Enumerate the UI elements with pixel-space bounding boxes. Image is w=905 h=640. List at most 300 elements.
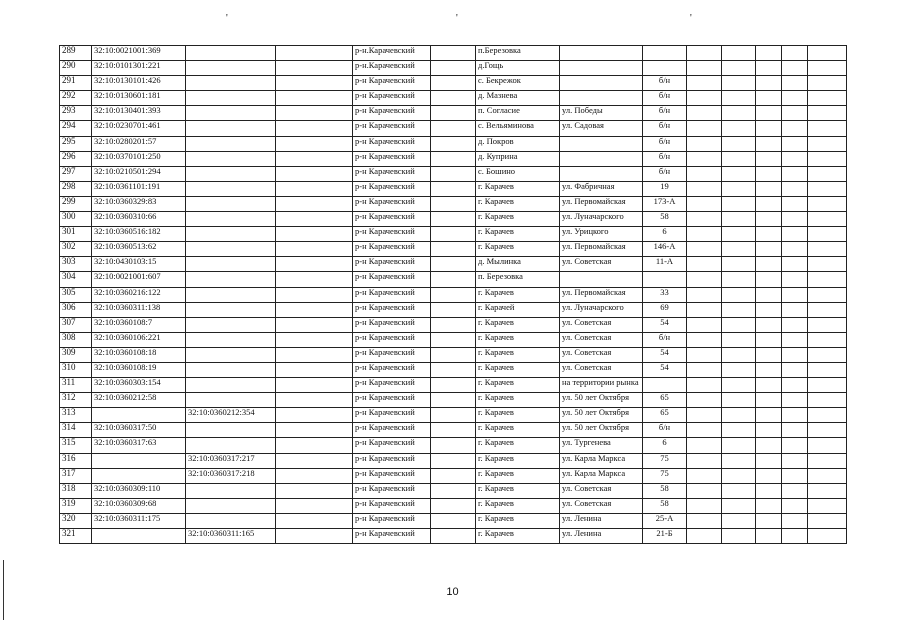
house-number-cell: б/н [643, 151, 687, 166]
settlement-cell: г. Карачев [476, 423, 560, 438]
empty-cell [431, 121, 476, 136]
table-row [60, 423, 847, 438]
empty-cell [782, 453, 808, 468]
row-number: 294 [60, 121, 92, 136]
cadastral-number: 32:10:0360317:50 [92, 423, 186, 438]
street-cell: ул. Тургенева [560, 438, 643, 453]
empty-cell [756, 347, 782, 362]
cadastral-number-alt [186, 513, 276, 528]
cadastral-number-alt [186, 362, 276, 377]
empty-cell [722, 91, 756, 106]
table-row [60, 332, 847, 347]
settlement-cell: г. Карачев [476, 453, 560, 468]
empty-cell [431, 393, 476, 408]
empty-cell [722, 121, 756, 136]
empty-cell [722, 423, 756, 438]
street-cell: ул. Луначарского [560, 212, 643, 227]
settlement-cell: д. Куприна [476, 151, 560, 166]
district-cell: р-н Карачевский [353, 513, 431, 528]
empty-cell [808, 46, 847, 61]
row-number: 299 [60, 196, 92, 211]
empty-cell [782, 438, 808, 453]
table-row [60, 76, 847, 91]
empty-cell [687, 317, 722, 332]
empty-cell [808, 513, 847, 528]
cadastral-number-alt [186, 347, 276, 362]
cadastral-number: 32:10:0360311:175 [92, 513, 186, 528]
empty-cell [276, 378, 353, 393]
empty-cell [687, 106, 722, 121]
table-row [60, 257, 847, 272]
table-row [60, 272, 847, 287]
house-number-cell: б/н [643, 91, 687, 106]
cadastral-number-alt [186, 61, 276, 76]
house-number-cell: 54 [643, 317, 687, 332]
cadastral-number-alt [186, 287, 276, 302]
empty-cell [782, 106, 808, 121]
empty-cell [722, 166, 756, 181]
empty-cell [808, 529, 847, 544]
table-row [60, 212, 847, 227]
empty-cell [782, 498, 808, 513]
cadastral-number: 32:10:0360216:122 [92, 287, 186, 302]
house-number-cell: б/н [643, 332, 687, 347]
row-number: 289 [60, 46, 92, 61]
empty-cell [756, 453, 782, 468]
empty-cell [808, 287, 847, 302]
district-cell: р-н Карачевский [353, 317, 431, 332]
settlement-cell: с. Бошино [476, 166, 560, 181]
house-number-cell: 58 [643, 498, 687, 513]
empty-cell [722, 302, 756, 317]
empty-cell [808, 121, 847, 136]
district-cell: р-н Карачевский [353, 106, 431, 121]
house-number-cell: б/н [643, 106, 687, 121]
empty-cell [756, 468, 782, 483]
street-cell: ул. Луначарского [560, 302, 643, 317]
street-cell: ул. 50 лет Октября [560, 423, 643, 438]
settlement-cell: г. Карачев [476, 287, 560, 302]
empty-cell [431, 317, 476, 332]
house-number-cell: 6 [643, 227, 687, 242]
cadastral-number [92, 529, 186, 544]
empty-cell [782, 483, 808, 498]
empty-cell [431, 106, 476, 121]
settlement-cell: п.Березовка [476, 46, 560, 61]
cadastral-number: 32:10:0360310:66 [92, 212, 186, 227]
empty-cell [431, 513, 476, 528]
house-number-cell: 69 [643, 302, 687, 317]
empty-cell [431, 347, 476, 362]
empty-cell [782, 121, 808, 136]
empty-cell [431, 181, 476, 196]
house-number-cell: 54 [643, 347, 687, 362]
empty-cell [687, 453, 722, 468]
row-number: 309 [60, 347, 92, 362]
empty-cell [722, 468, 756, 483]
house-number-cell: 21-Б [643, 529, 687, 544]
empty-cell [756, 196, 782, 211]
empty-cell [808, 151, 847, 166]
empty-cell [276, 76, 353, 91]
empty-cell [687, 513, 722, 528]
district-cell: р-н Карачевский [353, 423, 431, 438]
empty-cell [687, 529, 722, 544]
empty-cell [431, 76, 476, 91]
empty-cell [722, 362, 756, 377]
empty-cell [687, 468, 722, 483]
empty-cell [808, 423, 847, 438]
empty-cell [782, 332, 808, 347]
house-number-cell: б/н [643, 121, 687, 136]
cadastral-number-alt: 32:10:0360317:217 [186, 453, 276, 468]
empty-cell [782, 393, 808, 408]
empty-cell [808, 212, 847, 227]
street-cell: ул. Советская [560, 362, 643, 377]
table-row [60, 91, 847, 106]
table-row [60, 408, 847, 423]
street-cell: ул. Первомайская [560, 287, 643, 302]
empty-cell [687, 196, 722, 211]
row-number: 314 [60, 423, 92, 438]
cadastral-number-alt [186, 242, 276, 257]
empty-cell [431, 227, 476, 242]
empty-cell [687, 272, 722, 287]
settlement-cell: г. Карачев [476, 332, 560, 347]
street-cell: ул. Карла Маркса [560, 468, 643, 483]
empty-cell [782, 513, 808, 528]
empty-cell [756, 227, 782, 242]
empty-cell [687, 136, 722, 151]
district-cell: р-н Карачевский [353, 242, 431, 257]
empty-cell [276, 529, 353, 544]
empty-cell [431, 272, 476, 287]
empty-cell [782, 423, 808, 438]
district-cell: р-н Карачевский [353, 438, 431, 453]
district-cell: р-н Карачевский [353, 136, 431, 151]
cadastral-number-alt [186, 212, 276, 227]
cadastral-number: 32:10:0130601:181 [92, 91, 186, 106]
house-number-cell: б/н [643, 423, 687, 438]
empty-cell [808, 181, 847, 196]
empty-cell [431, 453, 476, 468]
table-row [60, 347, 847, 362]
page-number: 10 [446, 586, 459, 598]
table-row [60, 378, 847, 393]
table-row [60, 362, 847, 377]
district-cell: р-н Карачевский [353, 76, 431, 91]
settlement-cell: г. Карачев [476, 468, 560, 483]
district-cell: р-н Карачевский [353, 498, 431, 513]
district-cell: р-н Карачевский [353, 196, 431, 211]
empty-cell [808, 347, 847, 362]
empty-cell [276, 257, 353, 272]
house-number-cell: 6 [643, 438, 687, 453]
table-row [60, 498, 847, 513]
settlement-cell: д. Мылинка [476, 257, 560, 272]
empty-cell [276, 91, 353, 106]
settlement-cell: г. Карачев [476, 393, 560, 408]
district-cell: р-н Карачевский [353, 287, 431, 302]
settlement-cell: г. Карачев [476, 181, 560, 196]
cadastral-number: 32:10:0430103:15 [92, 257, 186, 272]
empty-cell [808, 332, 847, 347]
house-number-cell: б/н [643, 76, 687, 91]
empty-cell [276, 272, 353, 287]
table-row [60, 166, 847, 181]
empty-cell [756, 61, 782, 76]
empty-cell [687, 227, 722, 242]
settlement-cell: г. Карачев [476, 513, 560, 528]
street-cell [560, 91, 643, 106]
cadastral-number-alt [186, 257, 276, 272]
cadastral-number: 32:10:0360106:221 [92, 332, 186, 347]
row-number: 310 [60, 362, 92, 377]
empty-cell [687, 61, 722, 76]
street-cell: ул. Ленина [560, 513, 643, 528]
empty-cell [276, 317, 353, 332]
cadastral-number: 32:10:0130101:426 [92, 76, 186, 91]
empty-cell [722, 46, 756, 61]
empty-cell [276, 468, 353, 483]
empty-cell [756, 393, 782, 408]
settlement-cell: г. Карачев [476, 242, 560, 257]
row-number: 291 [60, 76, 92, 91]
cadastral-number-alt [186, 91, 276, 106]
empty-cell [431, 151, 476, 166]
street-cell: ул. Карла Маркса [560, 453, 643, 468]
cadastral-number-alt [186, 181, 276, 196]
street-cell: ул. Советская [560, 317, 643, 332]
empty-cell [782, 347, 808, 362]
row-number: 316 [60, 453, 92, 468]
street-cell [560, 151, 643, 166]
empty-cell [756, 332, 782, 347]
street-cell: ул. Победы [560, 106, 643, 121]
empty-cell [756, 181, 782, 196]
empty-cell [782, 136, 808, 151]
empty-cell [782, 408, 808, 423]
cadastral-number: 32:10:0360309:110 [92, 483, 186, 498]
house-number-cell: б/н [643, 136, 687, 151]
scan-mark: ' [456, 13, 458, 24]
table-row [60, 453, 847, 468]
settlement-cell: с. Вельяминова [476, 121, 560, 136]
cadastral-number: 32:10:0360317:63 [92, 438, 186, 453]
empty-cell [782, 196, 808, 211]
empty-cell [782, 529, 808, 544]
empty-cell [722, 212, 756, 227]
empty-cell [722, 76, 756, 91]
empty-cell [687, 242, 722, 257]
empty-cell [431, 136, 476, 151]
district-cell: р-н Карачевский [353, 529, 431, 544]
empty-cell [687, 91, 722, 106]
district-cell: р-н Карачевский [353, 227, 431, 242]
cadastral-number-alt [186, 227, 276, 242]
register-table-body [60, 46, 847, 544]
empty-cell [808, 393, 847, 408]
cadastral-number-alt [186, 106, 276, 121]
cadastral-number-alt [186, 151, 276, 166]
house-number-cell: 65 [643, 408, 687, 423]
row-number: 320 [60, 513, 92, 528]
street-cell [560, 61, 643, 76]
empty-cell [276, 453, 353, 468]
empty-cell [276, 136, 353, 151]
row-number: 312 [60, 393, 92, 408]
empty-cell [782, 181, 808, 196]
empty-cell [687, 498, 722, 513]
district-cell: р-н Карачевский [353, 302, 431, 317]
empty-cell [782, 242, 808, 257]
row-number: 293 [60, 106, 92, 121]
empty-cell [756, 378, 782, 393]
district-cell: р-н Карачевский [353, 393, 431, 408]
district-cell: р-н Карачевский [353, 121, 431, 136]
row-number: 298 [60, 181, 92, 196]
row-number: 301 [60, 227, 92, 242]
empty-cell [782, 272, 808, 287]
settlement-cell: д. Покров [476, 136, 560, 151]
cadastral-number: 32:10:0360303:154 [92, 378, 186, 393]
cadastral-number: 32:10:0280201:57 [92, 136, 186, 151]
cadastral-number-alt [186, 483, 276, 498]
empty-cell [722, 453, 756, 468]
district-cell: р-н Карачевский [353, 378, 431, 393]
empty-cell [431, 46, 476, 61]
row-number: 302 [60, 242, 92, 257]
street-cell: ул. Ленина [560, 529, 643, 544]
empty-cell [431, 529, 476, 544]
empty-cell [276, 362, 353, 377]
table-row [60, 438, 847, 453]
house-number-cell [643, 272, 687, 287]
empty-cell [782, 468, 808, 483]
house-number-cell: 54 [643, 362, 687, 377]
empty-cell [687, 347, 722, 362]
house-number-cell: 11-А [643, 257, 687, 272]
house-number-cell: 33 [643, 287, 687, 302]
house-number-cell: б/н [643, 166, 687, 181]
empty-cell [756, 362, 782, 377]
street-cell [560, 272, 643, 287]
empty-cell [276, 106, 353, 121]
empty-cell [808, 498, 847, 513]
settlement-cell: г. Карачев [476, 212, 560, 227]
settlement-cell: с. Бекрежок [476, 76, 560, 91]
empty-cell [808, 91, 847, 106]
empty-cell [431, 212, 476, 227]
row-number: 296 [60, 151, 92, 166]
empty-cell [808, 483, 847, 498]
table-row [60, 529, 847, 544]
district-cell: р-н Карачевский [353, 91, 431, 106]
table-row [60, 242, 847, 257]
empty-cell [687, 438, 722, 453]
street-cell: ул. Советская [560, 483, 643, 498]
row-number: 318 [60, 483, 92, 498]
cadastral-number-alt [186, 46, 276, 61]
cadastral-number: 32:10:0130401:393 [92, 106, 186, 121]
cadastral-number: 32:10:0021001:369 [92, 46, 186, 61]
cadastral-number-alt [186, 196, 276, 211]
table-row [60, 121, 847, 136]
house-number-cell: 173-А [643, 196, 687, 211]
cadastral-number [92, 408, 186, 423]
empty-cell [808, 272, 847, 287]
empty-cell [722, 257, 756, 272]
settlement-cell: г. Карачей [476, 302, 560, 317]
house-number-cell: 146-А [643, 242, 687, 257]
empty-cell [722, 287, 756, 302]
empty-cell [276, 302, 353, 317]
empty-cell [782, 61, 808, 76]
district-cell: р-н Карачевский [353, 332, 431, 347]
empty-cell [276, 513, 353, 528]
empty-cell [276, 393, 353, 408]
cadastral-number-alt [186, 498, 276, 513]
empty-cell [756, 242, 782, 257]
district-cell: р-н Карачевский [353, 212, 431, 227]
row-number: 307 [60, 317, 92, 332]
empty-cell [687, 121, 722, 136]
empty-cell [722, 393, 756, 408]
empty-cell [782, 317, 808, 332]
empty-cell [756, 498, 782, 513]
empty-cell [276, 242, 353, 257]
street-cell: ул. Советская [560, 257, 643, 272]
empty-cell [722, 196, 756, 211]
table-row [60, 136, 847, 151]
empty-cell [687, 76, 722, 91]
empty-cell [722, 227, 756, 242]
settlement-cell: д. Мазнева [476, 91, 560, 106]
cadastral-number [92, 468, 186, 483]
cadastral-number-alt [186, 136, 276, 151]
empty-cell [431, 483, 476, 498]
empty-cell [782, 46, 808, 61]
cadastral-number-alt [186, 272, 276, 287]
table-row [60, 227, 847, 242]
house-number-cell: 75 [643, 453, 687, 468]
row-number: 319 [60, 498, 92, 513]
table-row [60, 61, 847, 76]
district-cell: р-н Карачевский [353, 347, 431, 362]
empty-cell [756, 408, 782, 423]
row-number: 300 [60, 212, 92, 227]
empty-cell [808, 302, 847, 317]
empty-cell [756, 423, 782, 438]
street-cell: ул. 50 лет Октября [560, 393, 643, 408]
street-cell: ул. Садовая [560, 121, 643, 136]
empty-cell [808, 408, 847, 423]
cadastral-number: 32:10:0021001:607 [92, 272, 186, 287]
empty-cell [756, 91, 782, 106]
district-cell: р-н Карачевский [353, 257, 431, 272]
empty-cell [276, 61, 353, 76]
empty-cell [431, 362, 476, 377]
empty-cell [756, 166, 782, 181]
empty-cell [722, 513, 756, 528]
empty-cell [782, 212, 808, 227]
row-number: 303 [60, 257, 92, 272]
scan-top-marks [0, 14, 905, 24]
empty-cell [808, 453, 847, 468]
house-number-cell: 58 [643, 212, 687, 227]
row-number: 290 [60, 61, 92, 76]
row-number: 311 [60, 378, 92, 393]
